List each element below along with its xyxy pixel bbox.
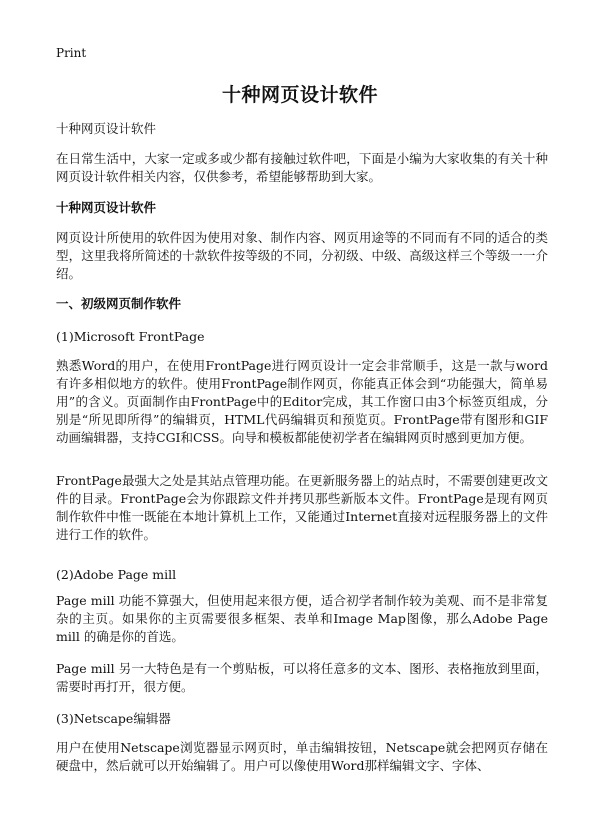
item1-paragraph-2: FrontPage最强大之处是其站点管理功能。在更新服务器上的站点时，不需要创建更改文件的目录。FrontPage会为你跟踪文件并拷贝那些新版本文件。FrontPage是现有网页制作软件中惟一既能在本地计算机上工作，又能通过Internet直接对远程服务器上的文件进行工作的软件。 [56, 473, 548, 542]
item2-title: (2)Adobe Page mill [56, 567, 177, 582]
item3-title: (3)Netscape编辑器 [56, 711, 171, 726]
overview-paragraph: 网页设计所使用的软件因为使用对象、制作内容、网页用途等的不同而有不同的适合的类型，这里我将所简述的十款软件按等级的不同，分初级、中级、高级这样三个等级一一介绍。 [56, 230, 548, 281]
intro-paragraph: 在日常生活中，大家一定或多或少都有接触过软件吧，下面是小编为大家收集的有关十种网页设计软件相关内容，仅供参考，希望能够帮助到大家。 [56, 151, 548, 184]
item2-paragraph-1: Page mill 功能不算强大，但使用起来很方便，适合初学者制作较为美观、而不是非常复杂的主页。如果你的主页需要很多框架、表单和Image Map图像，那么Adobe Page mill 的确是你的首选。 [56, 593, 548, 644]
print-label: Print [56, 46, 87, 60]
item3-paragraph-1: 用户在使用Netscape浏览器显示网页时，单击编辑按钮，Netscape就会把网页存储在硬盘中，然后就可以开始编辑了。用户可以像使用Word那样编辑文字、字体、 [56, 740, 548, 773]
item2-paragraph-2: Page mill 另一大特色是有一个剪贴板，可以将任意多的文本、图形、表格拖放到里面，需要时再打开，很方便。 [56, 661, 548, 694]
level1-heading: 一、初级网页制作软件 [56, 296, 182, 311]
document-subtitle: 十种网页设计软件 [56, 121, 157, 136]
item1-paragraph-1: 熟悉Word的用户，在使用FrontPage进行网页设计一定会非常顺手，这是一款与word有许多相似地方的软件。使用FrontPage制作网页，你能真正体会到“功能强大，简单易用”的含义。页面制作由FrontPage中的Editor完成，其工作窗口由3个标签页组成，分别是“所见即所得”的编辑页，HTML代码编辑页和预览页。FrontPage带有图形和GIF动画编辑器，支持CGI和CSS。向导和模板都能使初学者在编辑网页时感到更加方便。 [56, 358, 548, 445]
document-title: 十种网页设计软件 [221, 84, 378, 106]
item1-title: (1)Microsoft FrontPage [56, 329, 205, 344]
section-heading: 十种网页设计软件 [56, 200, 157, 215]
